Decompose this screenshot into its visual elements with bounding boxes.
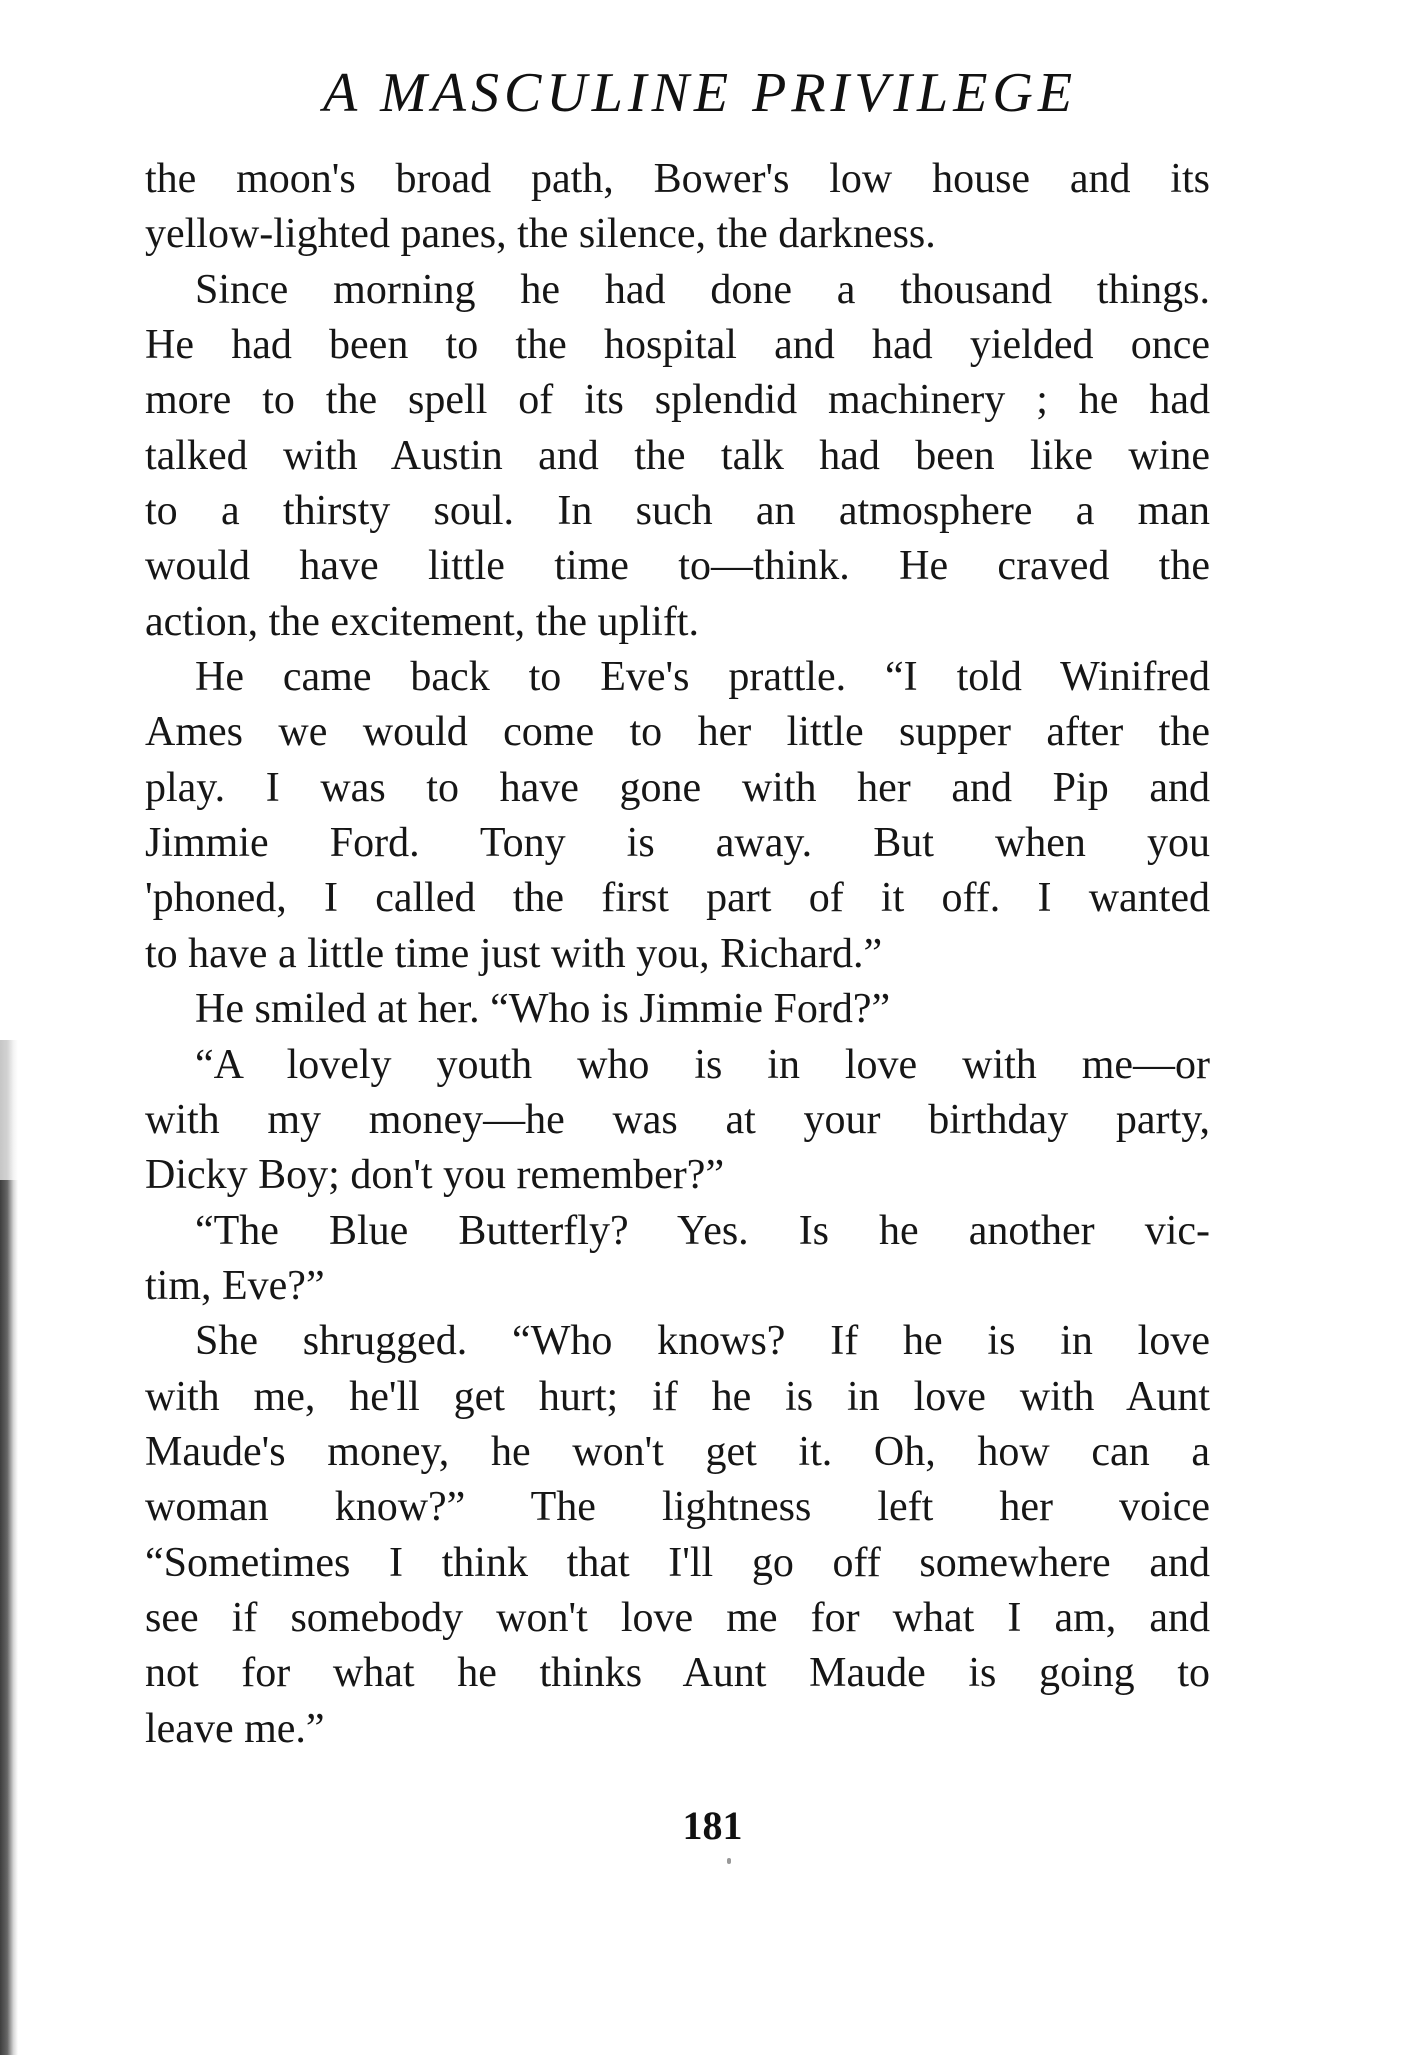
binding-shadow [0, 1180, 18, 2055]
text-line: She shrugged. “Who knows? If he is in love [195, 1318, 1210, 1365]
text-line: talked with Austin and the talk had been like wine [145, 432, 1210, 479]
text-line: He came back to Eve's prattle. “I told Winifred [195, 654, 1210, 701]
text-line: to a thirsty soul. In such an atmosphere a man [145, 488, 1210, 535]
text-line: would have little time to—think. He craved the [145, 543, 1210, 590]
text-line: leave me.” [145, 1705, 325, 1752]
text-line: to have a little time just with you, Richard.” [145, 930, 883, 977]
text-line: “A lovely youth who is in love with me—or [195, 1041, 1210, 1088]
text-line: He smiled at her. “Who is Jimmie Ford?” [195, 986, 891, 1033]
ink-speck [727, 1858, 731, 1864]
binding-shadow-upper [0, 1040, 18, 1180]
text-line: 'phoned, I called the first part of it off. I wanted [145, 875, 1210, 922]
text-line: the moon's broad path, Bower's low house and its [145, 156, 1210, 202]
text-line: yellow-lighted panes, the silence, the darkness. [145, 211, 936, 258]
body-text [145, 152, 1210, 1757]
text-line: with my money—he was at your birthday party, [145, 1096, 1210, 1143]
text-line: Since morning he had done a thousand things. [195, 266, 1210, 313]
text-line: see if somebody won't love me for what I am, and [145, 1594, 1210, 1641]
text-line: Maude's money, he won't get it. Oh, how can a [145, 1428, 1210, 1475]
text-line: not for what he thinks Aunt Maude is going to [145, 1650, 1210, 1697]
text-line: Ames we would come to her little supper after the [145, 709, 1210, 756]
running-head: A MASCULINE PRIVILEGE [322, 62, 1078, 124]
page-number: 181 [682, 1803, 743, 1848]
text-line: tim, Eve?” [145, 1262, 325, 1309]
text-line: Dicky Boy; don't you remember?” [145, 1152, 725, 1199]
text-line: woman know?” The lightness left her voice [145, 1484, 1210, 1531]
text-line: play. I was to have gone with her and Pip and [145, 764, 1210, 811]
text-line: “Sometimes I think that I'll go off somewhere and [145, 1539, 1210, 1586]
text-line: “The Blue Butterfly? Yes. Is he another vic- [195, 1207, 1210, 1254]
text-line: with me, he'll get hurt; if he is in love with Aunt [145, 1373, 1210, 1420]
text-line: He had been to the hospital and had yielded once [145, 322, 1210, 369]
text-line: Jimmie Ford. Tony is away. But when you [145, 820, 1210, 867]
text-line: action, the excitement, the uplift. [145, 598, 699, 645]
text-line: more to the spell of its splendid machinery ; he had [145, 377, 1210, 424]
